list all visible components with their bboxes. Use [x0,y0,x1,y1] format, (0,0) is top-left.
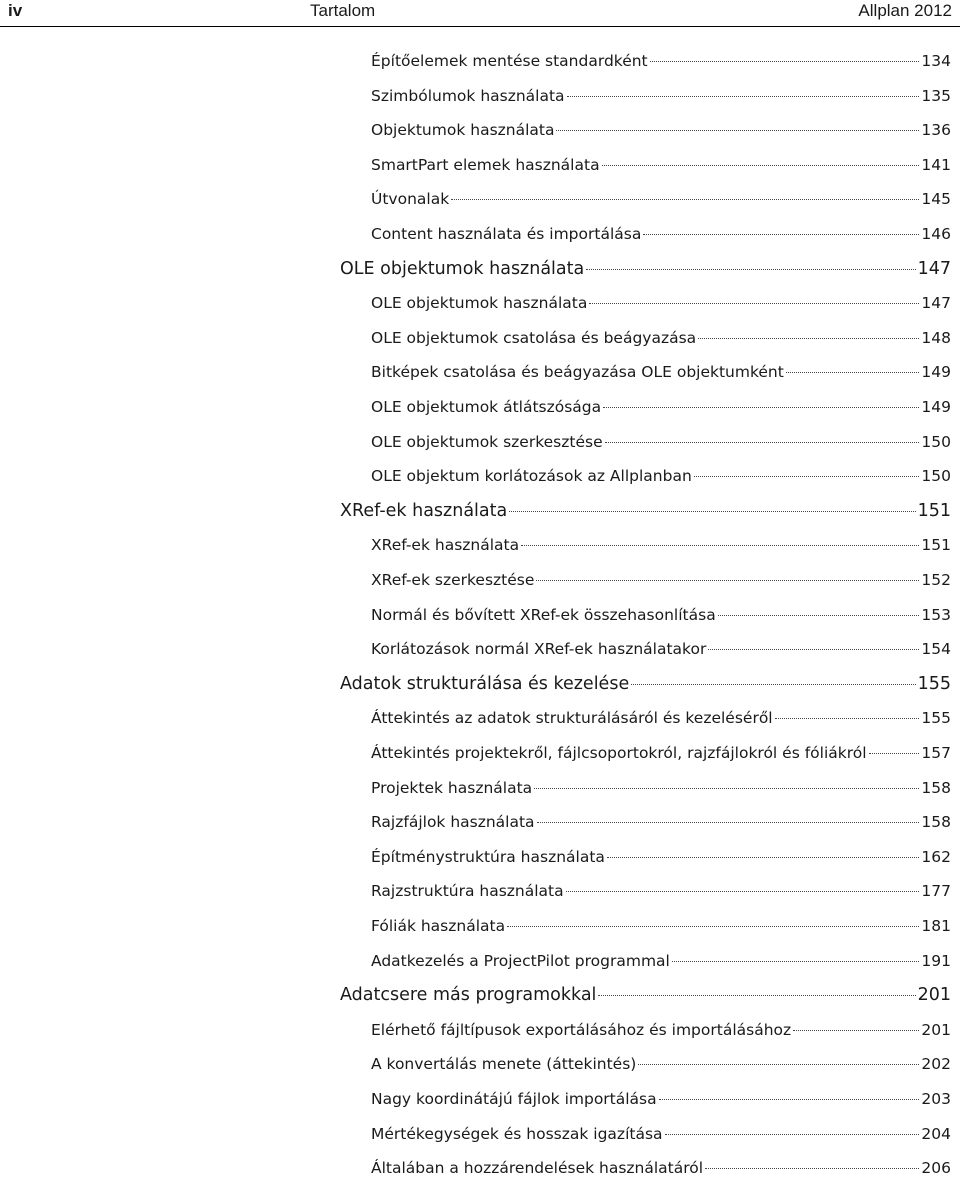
toc-entry-page: 201 [917,985,951,1006]
toc-section-entry[interactable] [371,1151,951,1185]
toc-entry-page: 158 [921,778,951,797]
toc-entry-title: Áttekintés projektekről, fájlcsoportokról, rajzfájlokról és fóliákról [371,744,867,762]
toc-entry-page: 204 [921,1124,951,1143]
toc-entry-page: 153 [921,605,951,624]
dot-leader [602,165,920,166]
dot-leader [451,199,919,200]
toc-entry-page: 201 [921,1020,951,1039]
toc-entry-page: 135 [921,86,951,105]
toc-entry-title: Objektumok használata [371,121,555,140]
dot-leader [566,891,920,892]
toc-entry-title: OLE objektum korlátozások az Allplanban [371,467,692,486]
dot-leader [605,442,920,443]
dot-leader [589,303,919,304]
toc-entry-page: 151 [917,500,951,521]
toc-entry-title: Content használata és importálása [371,225,642,243]
toc-section-entry[interactable] [371,355,951,389]
dot-leader [659,1099,920,1100]
dot-leader [708,649,919,650]
toc-entry-page: 191 [921,951,951,970]
toc-entry-title: OLE objektumok szerkesztése [371,432,603,451]
toc-entry-title: Általában a hozzárendelések használatáról [371,1159,704,1178]
toc-entry-title: OLE objektumok átlátszósága [371,398,602,416]
toc-entry-page: 150 [921,467,951,486]
toc-section-entry[interactable] [371,1082,951,1116]
toc-entry-page: 136 [921,121,951,140]
toc-entry-title: XRef-ek használata [340,500,508,521]
toc-section-entry[interactable] [371,44,951,78]
dot-leader [775,718,920,719]
toc-section-entry[interactable] [371,909,951,943]
toc-entry-page: 154 [921,640,951,659]
toc-chapter-entry[interactable] [340,667,951,701]
toc-entry-title: Elérhető fájltípusok exportálásához és importálásához [371,1020,792,1039]
dot-leader [786,372,920,373]
toc-section-entry[interactable] [371,182,951,216]
toc-section-entry[interactable] [371,874,951,908]
toc-chapter-entry[interactable] [340,494,951,528]
toc-section-entry[interactable] [371,1117,951,1151]
toc-entry-page: 147 [921,294,951,313]
book-title: Allplan 2012 [858,1,952,20]
dot-leader [556,130,919,131]
toc-entry-page: 149 [921,398,951,416]
toc-entry-title: OLE objektumok csatolása és beágyazása [371,328,697,347]
dot-leader [718,615,920,616]
toc-entry-title: Bitképek csatolása és beágyazása OLE objektumként [371,363,784,382]
toc-entry-page: 147 [917,258,951,279]
toc-entry-title: Korlátozások normál XRef-ek használatakor [371,640,707,659]
toc-section-entry[interactable] [371,148,951,182]
toc-section-entry[interactable] [371,528,951,562]
toc-section-entry[interactable] [371,321,951,355]
toc-section-entry[interactable] [371,425,951,459]
dot-leader [643,234,919,235]
toc-entry-page: 162 [921,847,951,866]
dot-leader [607,857,919,858]
dot-leader [567,96,920,97]
dot-leader [509,511,915,512]
toc-entry-page: 148 [921,328,951,347]
toc-section-entry[interactable] [371,944,951,978]
toc-entry-title: Építőelemek mentése standardként [371,52,648,70]
toc-section-entry[interactable] [371,113,951,147]
toc-entry-title: OLE objektumok használata [340,258,585,279]
toc-section-entry[interactable] [371,79,951,113]
toc-section-entry[interactable] [371,217,951,251]
page-number: iv [8,1,23,20]
toc-entry-page: 141 [921,155,951,174]
dot-leader [638,1064,919,1065]
toc-chapter-entry[interactable] [340,252,951,286]
toc-section-entry[interactable] [371,390,951,424]
toc-entry-page: 158 [921,813,951,832]
toc-section-entry[interactable] [371,701,951,735]
toc-entry-page: 155 [917,673,951,694]
toc-section-entry[interactable] [371,1013,951,1047]
dot-leader [536,580,919,581]
toc-entry-page: 202 [921,1055,951,1074]
toc-section-entry[interactable] [371,286,951,320]
toc-entry-title: Fóliák használata [371,917,506,935]
toc-chapter-entry[interactable] [340,978,951,1012]
dot-leader [698,338,919,339]
toc-entry-page: 134 [921,52,951,70]
dot-leader [534,788,919,789]
toc-entry-title: Szimbólumok használata [371,86,565,105]
dot-leader [672,961,920,962]
toc-entry-title: Adatok strukturálása és kezelése [340,673,630,694]
toc-entry-title: Mértékegységek és hosszak igazítása [371,1124,663,1143]
dot-leader [521,545,919,546]
toc-entry-page: 203 [921,1090,951,1108]
toc-section-entry[interactable] [371,598,951,632]
page-header [0,0,960,22]
toc-entry-page: 150 [921,432,951,451]
toc-section-entry[interactable] [371,771,951,805]
dot-leader [507,926,919,927]
toc-entry-title: Adatcsere más programokkal [340,985,597,1006]
toc-entry-title: XRef-ek szerkesztése [371,571,535,589]
toc-entry-title: Útvonalak [371,190,450,209]
toc-entry-title: Áttekintés az adatok strukturálásáról és kezeléséről [371,709,773,728]
toc-entry-page: 177 [921,882,951,901]
toc-section-entry[interactable] [371,840,951,874]
toc-entry-title: Építménystruktúra használata [371,847,605,866]
dot-leader [631,684,915,685]
section-title: Tartalom [310,1,376,20]
dot-leader [869,753,920,754]
dot-leader [598,995,915,996]
toc-entry-page: 151 [921,536,951,555]
dot-leader [705,1168,919,1169]
toc-entry-title: OLE objektumok használata [371,294,588,313]
toc-entry-page: 145 [921,190,951,209]
toc-entry-title: Nagy koordinátájú fájlok importálása [371,1090,657,1108]
toc-entry-title: Rajzstruktúra használata [371,882,564,901]
toc-entry-page: 181 [921,917,951,935]
toc-section-entry[interactable] [371,1047,951,1081]
toc-entry-title: Normál és bővített XRef-ek összehasonlítása [371,605,716,624]
dot-leader [793,1030,919,1031]
header-rule [0,26,960,27]
toc-section-entry[interactable] [371,632,951,666]
toc-entry-page: 157 [921,744,951,762]
toc-entry-title: Rajzfájlok használata [371,813,535,832]
dot-leader [694,476,920,477]
toc-entry-page: 152 [921,571,951,589]
toc-section-entry[interactable] [371,736,951,770]
toc-entry-title: SmartPart elemek használata [371,155,600,174]
toc-entry-page: 149 [921,363,951,382]
toc-entry-page: 155 [921,709,951,728]
dot-leader [665,1134,920,1135]
toc-section-entry[interactable] [371,805,951,839]
dot-leader [650,61,920,62]
dot-leader [603,407,919,408]
dot-leader [537,822,920,823]
dot-leader [586,269,915,270]
toc-entry-title: Adatkezelés a ProjectPilot programmal [371,951,670,970]
toc-entry-title: Projektek használata [371,778,533,797]
toc-entry-title: XRef-ek használata [371,536,520,555]
toc-section-entry[interactable] [371,563,951,597]
toc-section-entry[interactable] [371,459,951,493]
toc-entry-page: 146 [921,225,951,243]
toc-entry-page: 206 [921,1159,951,1178]
toc-entry-title: A konvertálás menete (áttekintés) [371,1055,637,1074]
